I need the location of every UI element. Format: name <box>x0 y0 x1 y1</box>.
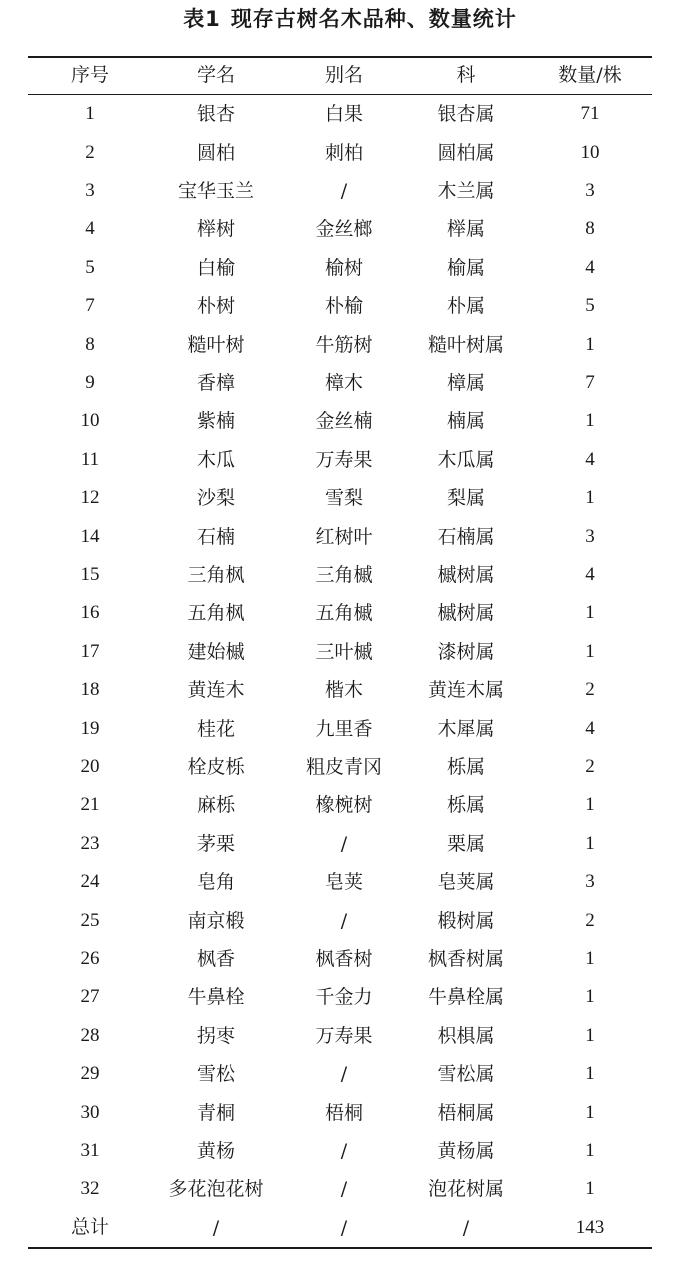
row-alias-cell: 万寿果 <box>315 1024 373 1047</box>
table-row <box>28 633 652 671</box>
row-count-cell: 1 <box>585 986 595 1008</box>
table-row <box>28 95 652 133</box>
row-scientific-name-cell: 皂角 <box>196 871 235 894</box>
row-family-cell: 牛鼻栓属 <box>427 986 504 1009</box>
row-index-cell: 30 <box>80 1101 100 1123</box>
row-index-cell: 5 <box>85 256 95 278</box>
row-count-cell: 1 <box>585 1139 595 1161</box>
row-index-cell: 28 <box>80 1024 100 1046</box>
row-scientific-name-cell: 宝华玉兰 <box>177 179 254 202</box>
row-index-cell: 19 <box>80 717 100 739</box>
row-index-cell: 3 <box>85 179 95 201</box>
row-alias-cell: / <box>340 1063 348 1086</box>
row-index-cell: 23 <box>80 832 100 854</box>
table-bottom-rule <box>28 1247 652 1249</box>
row-count-cell: 2 <box>585 679 595 701</box>
header-cell-count: 数量/株 <box>558 64 622 86</box>
table-row <box>28 517 652 555</box>
row-family-cell: 木瓜属 <box>437 448 495 471</box>
table-row <box>28 1170 652 1208</box>
row-count-cell: 1 <box>585 1101 595 1123</box>
row-family-cell: 雪松属 <box>437 1063 495 1086</box>
row-alias-cell: 万寿果 <box>315 448 373 471</box>
row-scientific-name-cell: 栓皮栎 <box>187 755 245 778</box>
row-scientific-name-cell: / <box>212 1216 220 1239</box>
row-alias-cell: 雪梨 <box>324 487 363 510</box>
header-cell-scientific-name: 学名 <box>196 64 235 86</box>
row-scientific-name-cell: 圆柏 <box>196 141 235 164</box>
row-index-cell: 31 <box>80 1139 100 1161</box>
row-scientific-name-cell: 建始槭 <box>187 640 245 663</box>
row-family-cell: 石楠属 <box>437 525 495 548</box>
row-scientific-name-cell: 枫香 <box>196 947 235 970</box>
row-count-cell: 1 <box>585 640 595 662</box>
table-row <box>28 901 652 939</box>
row-index-cell: 14 <box>80 525 100 547</box>
row-family-cell: 黄连木属 <box>427 679 504 702</box>
row-count-cell: 1 <box>585 1178 595 1200</box>
row-alias-cell: 楷木 <box>324 679 363 702</box>
row-index-cell: 16 <box>80 602 100 624</box>
table-row <box>28 1093 652 1131</box>
row-alias-cell: 五角槭 <box>315 602 373 625</box>
row-scientific-name-cell: 沙梨 <box>196 487 235 510</box>
header-cell-index: 序号 <box>70 64 109 86</box>
row-count-cell: 4 <box>585 563 595 585</box>
table-row <box>28 748 652 786</box>
row-index-cell: 27 <box>80 986 100 1008</box>
row-alias-cell: 皂荚 <box>324 871 363 894</box>
row-family-cell: 朴属 <box>446 295 485 318</box>
row-scientific-name-cell: 五角枫 <box>187 602 245 625</box>
row-index-cell: 7 <box>85 295 95 317</box>
row-index-cell: 32 <box>80 1178 100 1200</box>
row-index-cell: 18 <box>80 679 100 701</box>
row-count-cell: 1 <box>585 832 595 854</box>
table-caption <box>0 4 700 34</box>
row-family-cell: 泡花树属 <box>427 1178 504 1201</box>
row-count-cell: 1 <box>585 602 595 624</box>
row-alias-cell: 白果 <box>324 103 363 126</box>
table-caption-title: 现存古树名木品种、数量统计 <box>230 7 517 31</box>
row-scientific-name-cell: 牛鼻栓 <box>187 986 245 1009</box>
row-family-cell: / <box>462 1216 470 1239</box>
row-alias-cell: / <box>340 909 348 932</box>
row-index-cell: 15 <box>80 563 100 585</box>
row-index-cell: 26 <box>80 947 100 969</box>
row-alias-cell: 梧桐 <box>324 1101 363 1124</box>
row-scientific-name-cell: 雪松 <box>196 1063 235 1086</box>
row-count-cell: 143 <box>575 1216 605 1238</box>
row-count-cell: 1 <box>585 947 595 969</box>
row-index-cell: 21 <box>80 794 100 816</box>
row-alias-cell: / <box>340 832 348 855</box>
table-row <box>28 210 652 248</box>
table-row <box>28 287 652 325</box>
row-alias-cell: 朴榆 <box>324 295 363 318</box>
row-scientific-name-cell: 白榆 <box>196 256 235 279</box>
row-alias-cell: / <box>340 1178 348 1201</box>
row-scientific-name-cell: 石楠 <box>196 525 235 548</box>
row-family-cell: 枫香树属 <box>427 947 504 970</box>
row-scientific-name-cell: 拐枣 <box>196 1024 235 1047</box>
table-row <box>28 133 652 171</box>
table-row <box>28 671 652 709</box>
row-scientific-name-cell: 茅栗 <box>196 832 235 855</box>
row-family-cell: 黄杨属 <box>437 1139 495 1162</box>
row-scientific-name-cell: 糙叶树 <box>187 333 245 356</box>
row-scientific-name-cell: 银杏 <box>196 103 235 126</box>
row-scientific-name-cell: 黄杨 <box>196 1139 235 1162</box>
row-alias-cell: 九里香 <box>315 717 373 740</box>
row-scientific-name-cell: 香樟 <box>196 371 235 394</box>
row-alias-cell: 枫香树 <box>315 947 373 970</box>
row-index-cell: 1 <box>85 103 95 125</box>
row-alias-cell: 樟木 <box>324 371 363 394</box>
row-family-cell: 樟属 <box>446 371 485 394</box>
table-row <box>28 556 652 594</box>
row-family-cell: 漆树属 <box>437 640 495 663</box>
row-alias-cell: / <box>340 1139 348 1162</box>
row-alias-cell: 榆树 <box>324 256 363 279</box>
row-count-cell: 7 <box>585 371 595 393</box>
row-count-cell: 3 <box>585 179 595 201</box>
row-scientific-name-cell: 朴树 <box>196 295 235 318</box>
row-count-cell: 8 <box>585 218 595 240</box>
row-alias-cell: 三角槭 <box>315 563 373 586</box>
table-row <box>28 325 652 363</box>
row-alias-cell: / <box>340 1216 348 1239</box>
table-row <box>28 441 652 479</box>
row-count-cell: 4 <box>585 256 595 278</box>
row-family-cell: 梨属 <box>446 487 485 510</box>
row-index-cell: 25 <box>80 909 100 931</box>
row-family-cell: 栗属 <box>446 832 485 855</box>
row-scientific-name-cell: 木瓜 <box>196 448 235 471</box>
row-index-cell: 9 <box>85 371 95 393</box>
table-row <box>28 249 652 287</box>
row-index-cell: 11 <box>80 448 100 470</box>
row-family-cell: 木犀属 <box>437 717 495 740</box>
row-count-cell: 4 <box>585 717 595 739</box>
row-index-cell: 12 <box>80 487 100 509</box>
row-index-cell: 2 <box>85 141 95 163</box>
row-index-cell: 8 <box>85 333 95 355</box>
row-count-cell: 1 <box>585 333 595 355</box>
row-family-cell: 槭树属 <box>437 563 495 586</box>
row-alias-cell: 金丝榔 <box>315 218 373 241</box>
row-family-cell: 糙叶树属 <box>427 333 504 356</box>
row-alias-cell: 三叶槭 <box>315 640 373 663</box>
row-family-cell: 皂荚属 <box>437 871 495 894</box>
row-alias-cell: 牛筋树 <box>315 333 373 356</box>
table-row <box>28 364 652 402</box>
row-family-cell: 梧桐属 <box>437 1101 495 1124</box>
row-count-cell: 1 <box>585 1063 595 1085</box>
row-family-cell: 榉属 <box>446 218 485 241</box>
row-alias-cell: 粗皮青冈 <box>305 755 382 778</box>
row-scientific-name-cell: 榉树 <box>196 218 235 241</box>
table-row <box>28 786 652 824</box>
row-count-cell: 4 <box>585 448 595 470</box>
row-index-cell: 17 <box>80 640 100 662</box>
table-row <box>28 1132 652 1170</box>
table-row <box>28 1209 652 1247</box>
row-family-cell: 圆柏属 <box>437 141 495 164</box>
row-count-cell: 1 <box>585 794 595 816</box>
row-scientific-name-cell: 多花泡花树 <box>168 1178 264 1201</box>
row-alias-cell: 橡椀树 <box>315 794 373 817</box>
table-row <box>28 940 652 978</box>
row-count-cell: 5 <box>585 295 595 317</box>
table-row <box>28 594 652 632</box>
row-family-cell: 木兰属 <box>437 179 495 202</box>
table-caption-number: 表1 <box>183 7 221 31</box>
row-family-cell: 榆属 <box>446 256 485 279</box>
row-alias-cell: 金丝楠 <box>315 410 373 433</box>
row-count-cell: 1 <box>585 487 595 509</box>
row-scientific-name-cell: 紫楠 <box>196 410 235 433</box>
row-alias-cell: 千金力 <box>315 986 373 1009</box>
row-family-cell: 椴树属 <box>437 909 495 932</box>
row-family-cell: 楠属 <box>446 410 485 433</box>
row-alias-cell: / <box>340 179 348 202</box>
table-row <box>28 709 652 747</box>
table-row <box>28 978 652 1016</box>
row-alias-cell: 红树叶 <box>315 525 373 548</box>
row-count-cell: 1 <box>585 1024 595 1046</box>
row-family-cell: 槭树属 <box>437 602 495 625</box>
row-scientific-name-cell: 桂花 <box>196 717 235 740</box>
header-cell-family: 科 <box>456 64 476 86</box>
row-scientific-name-cell: 麻栎 <box>196 794 235 817</box>
row-scientific-name-cell: 青桐 <box>196 1101 235 1124</box>
row-scientific-name-cell: 南京椴 <box>187 909 245 932</box>
row-count-cell: 2 <box>585 755 595 777</box>
row-family-cell: 栎属 <box>446 755 485 778</box>
row-alias-cell: 刺柏 <box>324 141 363 164</box>
row-index-cell: 4 <box>85 218 95 240</box>
row-count-cell: 3 <box>585 525 595 547</box>
row-family-cell: 枳椇属 <box>437 1024 495 1047</box>
table-row <box>28 1017 652 1055</box>
row-index-cell: 29 <box>80 1063 100 1085</box>
table-row <box>28 172 652 210</box>
table-header-row <box>28 56 652 94</box>
table-row <box>28 863 652 901</box>
row-scientific-name-cell: 三角枫 <box>187 563 245 586</box>
row-family-cell: 栎属 <box>446 794 485 817</box>
row-index-cell: 总计 <box>70 1216 109 1238</box>
row-count-cell: 1 <box>585 410 595 432</box>
header-cell-alias: 别名 <box>324 64 363 86</box>
table-row <box>28 825 652 863</box>
row-index-cell: 20 <box>80 755 100 777</box>
row-scientific-name-cell: 黄连木 <box>187 679 245 702</box>
row-count-cell: 3 <box>585 871 595 893</box>
row-count-cell: 10 <box>580 141 600 163</box>
row-index-cell: 24 <box>80 871 100 893</box>
row-count-cell: 2 <box>585 909 595 931</box>
row-family-cell: 银杏属 <box>437 103 495 126</box>
row-count-cell: 71 <box>580 103 600 125</box>
row-index-cell: 10 <box>80 410 100 432</box>
table-row <box>28 402 652 440</box>
table-row <box>28 479 652 517</box>
table-row <box>28 1055 652 1093</box>
